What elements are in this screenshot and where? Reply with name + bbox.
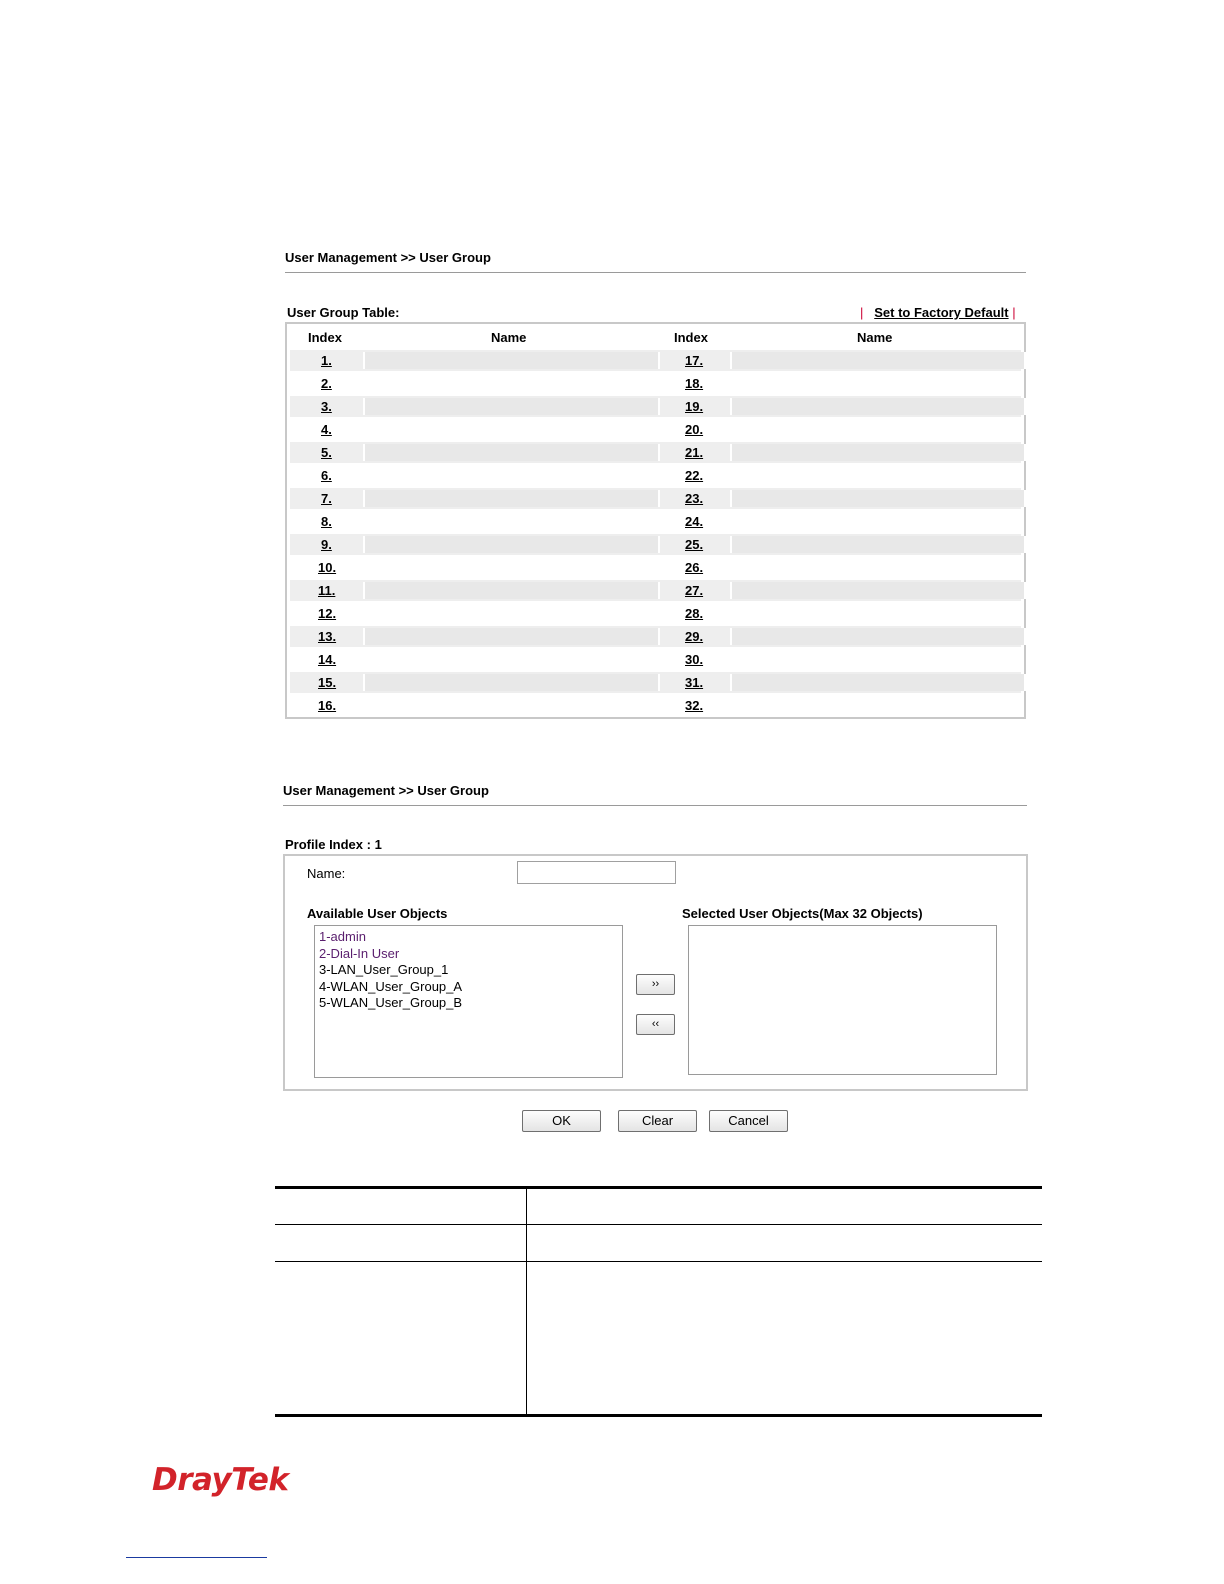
group-index-link[interactable]: 31.: [685, 675, 704, 690]
group-index-link[interactable]: 11.: [318, 583, 336, 598]
group-index-link[interactable]: 18.: [685, 376, 704, 391]
table-row: [290, 580, 1021, 601]
group-name-cell: [730, 559, 1022, 576]
group-name-cell: [363, 490, 660, 507]
table-row: [290, 350, 1021, 371]
group-index-link[interactable]: 2.: [321, 376, 332, 391]
breadcrumb-divider: [283, 805, 1027, 806]
group-name-cell: [363, 421, 656, 438]
profile-index-title: Profile Index : 1: [285, 837, 382, 852]
table-row: [290, 534, 1021, 555]
table-header: [287, 324, 1024, 350]
description-table: [275, 1186, 1042, 1418]
group-index-link[interactable]: 21.: [685, 445, 704, 460]
group-name-cell: [363, 559, 656, 576]
table-row: [290, 672, 1021, 693]
group-index-link[interactable]: 29.: [685, 629, 704, 644]
ok-button[interactable]: OK: [522, 1110, 601, 1132]
group-index-link[interactable]: 28.: [685, 606, 704, 621]
factory-default-bar: [860, 305, 1016, 320]
selected-user-objects-label: Selected User Objects(Max 32 Objects): [682, 906, 923, 921]
group-index-link[interactable]: 26.: [685, 560, 704, 575]
table-row: [290, 649, 1021, 670]
list-item[interactable]: 5-WLAN_User_Group_B: [319, 995, 463, 1010]
separator-bar-right: |: [1012, 305, 1016, 320]
group-index-link[interactable]: 10.: [318, 560, 337, 575]
group-index-link[interactable]: 9.: [321, 537, 332, 552]
group-name-cell: [730, 513, 1022, 530]
table-row: [290, 465, 1021, 486]
separator-bar-left: |: [860, 305, 864, 320]
header-name-left: Name: [491, 330, 527, 345]
header-index-left: Index: [308, 330, 342, 345]
group-name-cell: [363, 444, 660, 461]
group-index-link[interactable]: 30.: [685, 652, 704, 667]
table-row: [290, 396, 1021, 417]
group-index-link[interactable]: 19.: [685, 399, 704, 414]
group-index-link[interactable]: 4.: [321, 422, 332, 437]
group-index-link[interactable]: 25.: [685, 537, 704, 552]
group-index-link[interactable]: 3.: [321, 399, 332, 414]
available-user-objects-list[interactable]: [314, 925, 623, 1078]
table-row: [290, 419, 1021, 440]
list-item[interactable]: 1-admin: [319, 929, 366, 944]
group-name-cell: [363, 628, 660, 645]
table-row: [290, 442, 1021, 463]
group-name-cell: [730, 467, 1022, 484]
group-name-cell: [730, 697, 1022, 714]
group-index-link[interactable]: 16.: [318, 698, 337, 713]
set-to-factory-default-link[interactable]: Set to Factory Default: [874, 305, 1009, 320]
group-name-cell: [363, 467, 656, 484]
group-name-cell: [730, 352, 1026, 369]
table-bottom-rule: [275, 1414, 1042, 1417]
group-index-link[interactable]: 7.: [321, 491, 332, 506]
table-row: [290, 626, 1021, 647]
breadcrumb: User Management >> User Group: [285, 250, 491, 265]
group-name-cell: [730, 421, 1022, 438]
group-index-link[interactable]: 22.: [685, 468, 704, 483]
group-name-cell: [730, 375, 1022, 392]
group-name-cell: [730, 605, 1022, 622]
table-column-divider: [526, 1186, 527, 1416]
group-name-cell: [730, 628, 1026, 645]
group-name-cell: [730, 651, 1022, 668]
group-name-cell: [363, 398, 660, 415]
group-name-cell: [363, 674, 660, 691]
group-name-cell: [730, 444, 1026, 461]
add-object-button[interactable]: ››: [636, 974, 675, 995]
group-index-link[interactable]: 5.: [321, 445, 332, 460]
group-index-link[interactable]: 24.: [685, 514, 704, 529]
group-name-cell: [363, 375, 656, 392]
list-item[interactable]: 3-LAN_User_Group_1: [319, 962, 449, 977]
group-index-link[interactable]: 15.: [318, 675, 337, 690]
list-item[interactable]: 4-WLAN_User_Group_A: [319, 978, 463, 994]
table-row-divider: [275, 1224, 1042, 1225]
group-index-link[interactable]: 20.: [685, 422, 704, 437]
user-group-table-title: User Group Table:: [287, 305, 400, 320]
group-name-cell: [363, 605, 656, 622]
group-name-cell: [730, 536, 1026, 553]
group-index-link[interactable]: 27.: [685, 583, 704, 598]
group-index-link[interactable]: 32.: [685, 698, 704, 713]
group-name-cell: [730, 582, 1026, 599]
cancel-button[interactable]: Cancel: [709, 1110, 788, 1132]
group-name-cell: [730, 398, 1026, 415]
group-name-cell: [363, 582, 660, 599]
group-name-cell: [363, 352, 660, 369]
list-item[interactable]: 2-Dial-In User: [319, 945, 400, 961]
remove-object-button[interactable]: ‹‹: [636, 1014, 675, 1035]
table-row: [290, 603, 1021, 624]
group-index-link[interactable]: 23.: [685, 491, 704, 506]
group-index-link[interactable]: 13.: [318, 629, 337, 644]
table-row-divider: [275, 1261, 1042, 1262]
group-name-cell: [730, 674, 1026, 691]
table-row: [290, 373, 1021, 394]
breadcrumb-divider: [285, 272, 1026, 273]
footer-rule: [126, 1557, 267, 1558]
table-row: [290, 695, 1021, 716]
group-name-cell: [363, 697, 656, 714]
header-index-right: Index: [674, 330, 708, 345]
group-name-cell: [363, 536, 660, 553]
group-name-cell: [730, 490, 1026, 507]
available-user-objects-label: Available User Objects: [307, 906, 448, 921]
selected-user-objects-list[interactable]: [688, 925, 997, 1075]
header-name-right: Name: [857, 330, 893, 345]
group-index-link[interactable]: 8.: [321, 514, 332, 529]
group-name-cell: [363, 651, 656, 668]
group-index-link[interactable]: 14.: [318, 652, 337, 667]
group-index-link[interactable]: 12.: [318, 606, 337, 621]
group-name-cell: [363, 513, 656, 530]
group-index-link[interactable]: 17.: [685, 353, 704, 368]
table-row: [290, 511, 1021, 532]
group-index-link[interactable]: 1.: [321, 353, 332, 368]
table-row: [290, 557, 1021, 578]
table-row: [290, 488, 1021, 509]
draytek-logo: DrayTek: [152, 1462, 289, 1498]
name-input[interactable]: [517, 861, 676, 884]
name-label: Name:: [307, 866, 346, 881]
table-top-rule: [275, 1186, 1042, 1189]
clear-button[interactable]: Clear: [618, 1110, 697, 1132]
user-group-table: [285, 322, 1026, 719]
breadcrumb: User Management >> User Group: [283, 783, 489, 798]
group-index-link[interactable]: 6.: [321, 468, 332, 483]
